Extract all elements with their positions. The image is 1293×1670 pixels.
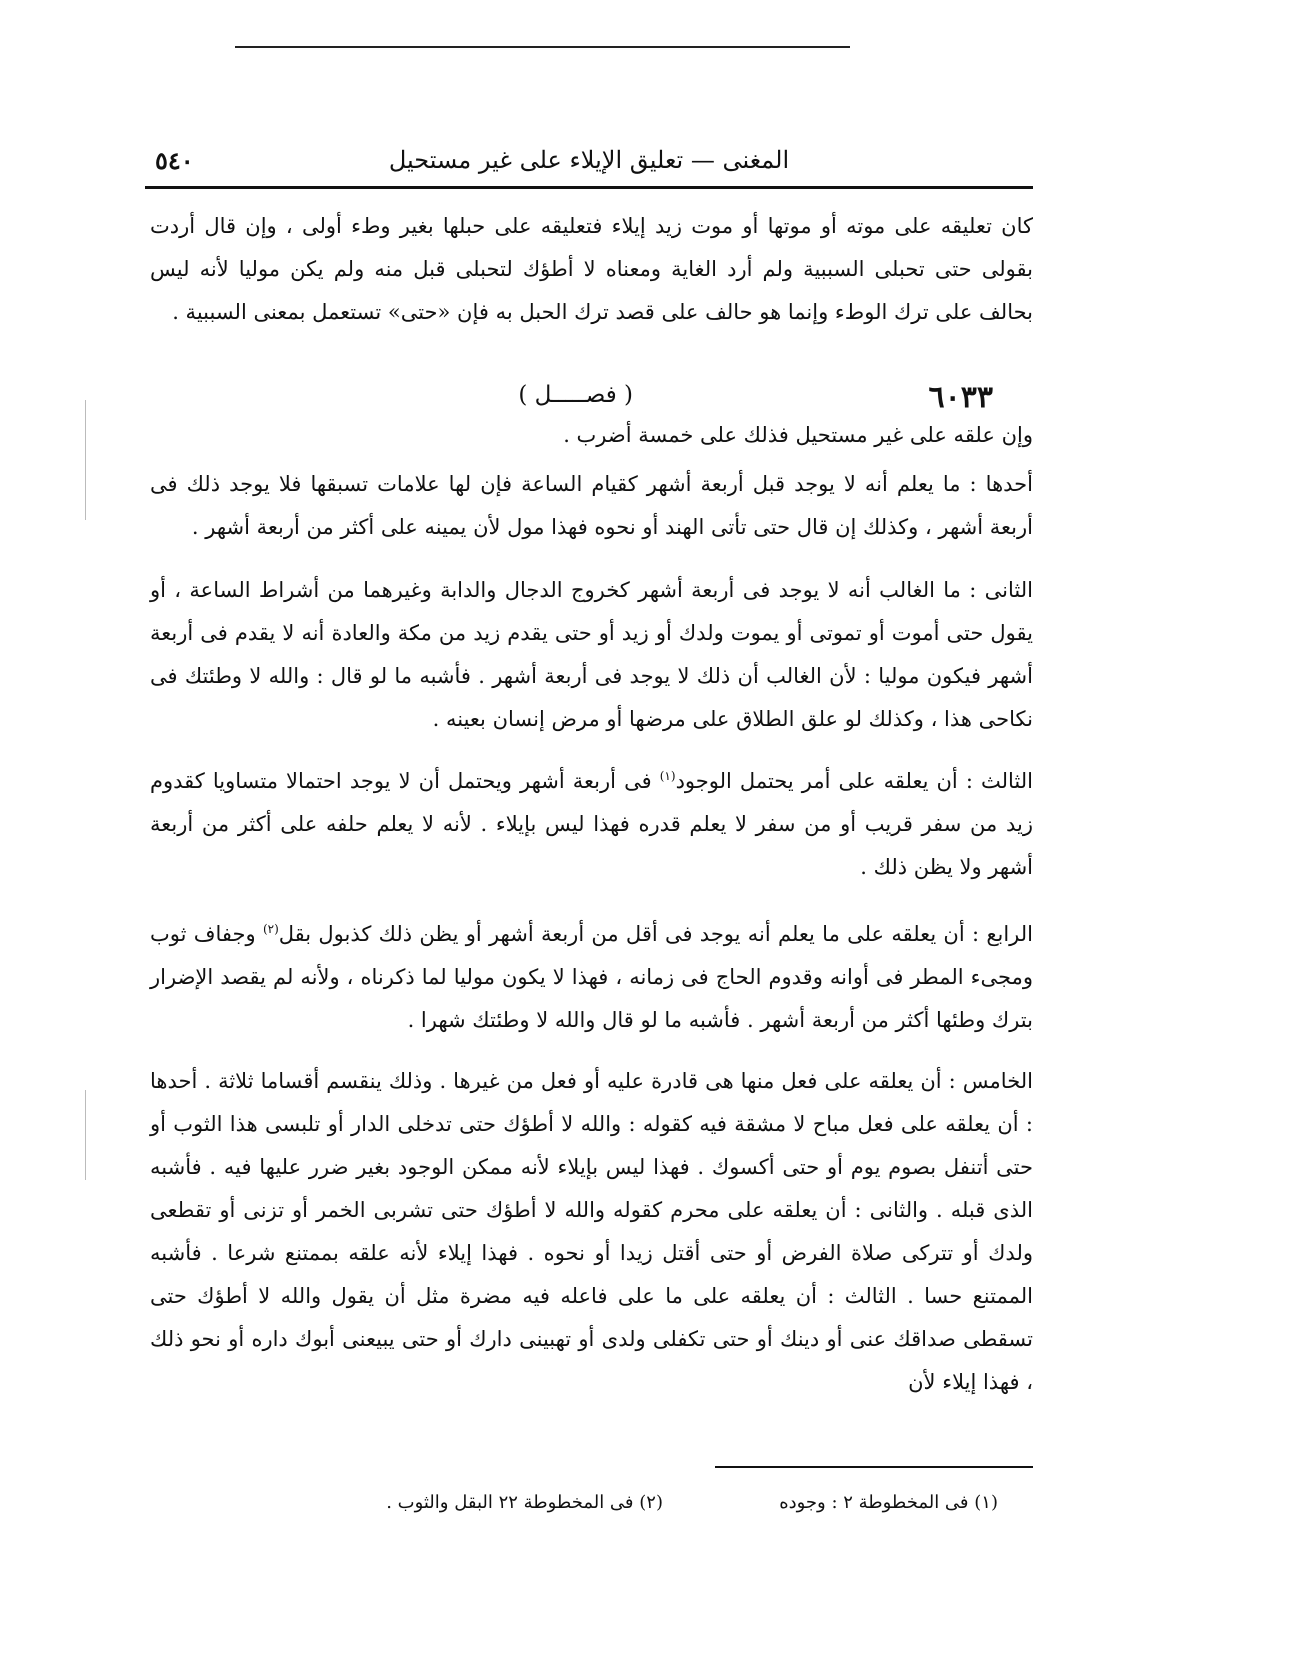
paragraph-third-text-b: فى أربعة أشهر ويحتمل أن لا يوجد احتمالا متساويا كقدوم زيد من سفر قريب أو من سفر لا يعلم قدره فهذا ليس بإيلاء . لأنه لا يعلم حلفه على أكثر من أربعة أشهر ولا يظن ذلك . (150, 769, 1033, 879)
paragraph-second-kind: الثانى : ما الغالب أنه لا يوجد فى أربعة أشهر كخروج الدجال والدابة وغيرهما من أشراط الساعة ، أو يقول حتى أموت أو تموتى أو يموت ولدك أو زيد أو حتى يقدم زيد من مكة والعادة أنه لا يقدم فى أربعة أشهر فيكون موليا : لأن الغالب أن ذلك لا يوجد فى أربعة أشهر . فأشبه ما لو قال : والله لا وطئتك فى نكاحى هذا ، وكذلك لو علق الطلاق على مرضها أو مرض إنسان بعينه . (150, 578, 1033, 731)
footnote-1: (١) فى المخطوطة ٢ : وجوده (779, 1492, 998, 1513)
paragraph-third-kind (150, 760, 1033, 889)
page-header (145, 140, 1033, 184)
page-number: ٥٤٠ (155, 146, 194, 175)
footnote-ref-2: (٢) (262, 922, 279, 936)
section-title: ( فصـــــل ) (518, 382, 633, 408)
scan-margin-mark (85, 1090, 86, 1180)
paragraph-fourth-kind (150, 913, 1033, 1042)
paragraph-third-text-a: الثالث : أن يعلقه على أمر يحتمل الوجود (675, 769, 1033, 793)
footnote-ref-1: (١) (659, 769, 676, 783)
paragraph-fifth-kind: الخامس : أن يعلقه على فعل منها هى قادرة عليه أو فعل من غيرها . وذلك ينقسم أقساما ثلاثة . أحدها : أن يعلقه على فعل مباح لا مشقة فيه كقوله : والله لا أطؤك حتى تدخلى الدار أو تلبسى هذا الثوب أو حتى أتنفل بصوم يوم أو حتى أكسوك . فهذا ليس بإيلاء لأنه ممكن الوجود بغير ضرر عليها فيه . فأشبه الذى قبله . والثانى : أن يعلقه على محرم كقوله والله لا أطؤك حتى تشربى الخمر أو تزنى أو تقطعى ولدك أو تتركى صلاة الفرض أو حتى أقتل زيدا أو نحوه . فهذا إيلاء لأنه علقه بممتنع شرعا . فأشبه الممتنع حسا . الثالث : أن يعلقه على ما على فاعله فيه مضرة مثل أن يقول والله لا أطؤك حتى تسقطى صداقك عنى أو دينك أو حتى تكفلى ولدى أو تهبينى دارك أو حتى يبيعنى أبوك داره أو نحو ذلك ، فهذا إيلاء لأن (150, 1069, 1033, 1394)
running-title: المغنى — تعليق الإيلاء على غير مستحيل (388, 146, 790, 174)
header-rule (145, 186, 1033, 189)
footnotes (150, 1492, 1033, 1526)
paragraph-first-kind: أحدها : ما يعلم أنه لا يوجد قبل أربعة أشهر كقيام الساعة فإن لها علامات تسبقها فلا يوجد ذلك فى أربعة أشهر ، وكذلك إن قال حتى تأتى الهند أو نحوه فهذا مول لأن يمينه على أكثر من أربعة أشهر . (150, 472, 1033, 539)
footnote-rule (715, 1466, 1033, 1468)
paragraph-fourth-text-b: وجفاف ثوب ومجىء المطر فى أوانه وقدوم الحاج فى زمانه ، فهذا لا يكون موليا لما ذكرناه ، ولأنه لم يقصد الإضرار بترك وطئها أكثر من أربعة أشهر . فأشبه ما لو قال والله لا وطئتك شهرا . (150, 922, 1033, 1032)
intro-paragraph: كان تعليقه على موته أو موتها أو موت زيد إيلاء فتعليقه على حبلها بغير وطء أولى ، وإن قال أردت بقولى حتى تحبلى السببية ولم أرد الغاية ومعناه لا أطؤك لتحبلى قبل منه ولم يكن موليا لأنه ليس بحالف على ترك الوطء وإنما هو حالف على قصد ترك الحبل به فإن «حتى» تستعمل بمعنى السببية . (150, 214, 1033, 324)
top-scan-rule (235, 46, 850, 48)
section-number: ٦٠٣٣ (928, 380, 993, 415)
footnote-2: (٢) فى المخطوطة ٢٢ البقل والثوب . (386, 1492, 663, 1513)
paragraph-fourth-text-a: الرابع : أن يعلقه على ما يعلم أنه يوجد فى أقل من أربعة أشهر أو يظن ذلك كذبول بقل (278, 922, 1033, 946)
paragraph-intro-fifths: وإن علقه على غير مستحيل فذلك على خمسة أضرب . (563, 423, 1033, 447)
scan-margin-mark (85, 400, 86, 520)
